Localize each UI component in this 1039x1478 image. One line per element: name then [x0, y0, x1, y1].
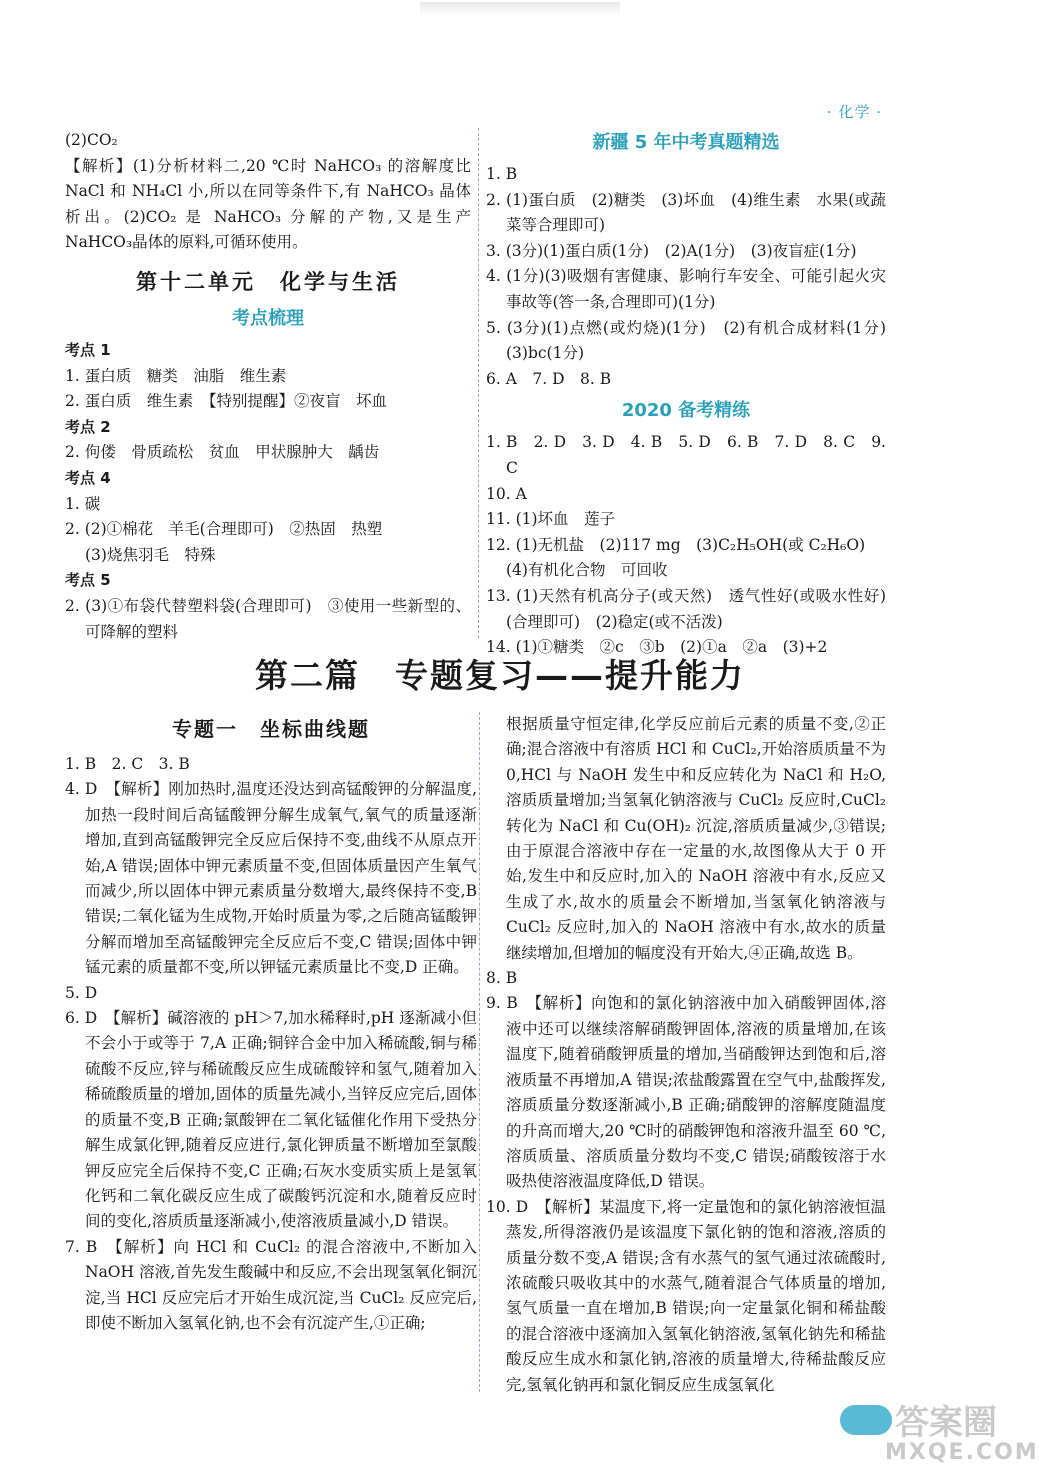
- kaodian-heading: 考点 1: [65, 340, 111, 359]
- answer-item: 10. D 【解析】某温度下,将一定量饱和的氯化钠溶液恒温蒸发,所得溶液仍是该温度下氯化钠的饱和溶液,溶质的质量分数不变,A 错误;含有水蒸气的氢气通过浓硫酸时,浓硫酸只吸收其中的水蒸气,随着混合气体质量的增加,氢气质量一直在增加,B 错误;向一定量氯化铜和稀盐酸的混合溶液中逐滴加入氢氧化钠溶液,氢氧化钠先和稀盐酸反应生成水和氯化钠,溶液的质量增大,待稀盐酸反应完,氢氧化钠再和氯化铜反应生成氢氧化: [486, 1197, 886, 1394]
- answer-item: 5. (3分)(1)点燃(或灼烧)(1分) (2)有机合成材料(1分) (3)bc(1分): [486, 318, 902, 363]
- section-title-kaodian: 考点梳理: [232, 307, 304, 329]
- answer-item: 2. (1)蛋白质 (2)糖类 (3)坏血 (4)维生素 水果(或蔬菜等合理即可): [486, 190, 886, 235]
- practice-answer-list: [486, 430, 886, 660]
- column-divider: [478, 128, 479, 638]
- analysis-paragraph: 【解析】(1)分析材料二,20 ℃时 NaHCO₃ 的溶解度比NaCl 和 NH₄Cl 小,所以在同等条件下,有 NaHCO₃ 晶体析出。(2)CO₂ 是 NaHCO₃ 分解的产物,又是生产NaHCO₃晶体的原料,可循环使用。: [65, 156, 471, 252]
- answer-item: 6. A 7. D 8. B: [486, 369, 612, 388]
- topic-answer-list-left: [65, 752, 477, 1336]
- answer-item: 1. B 2. C 3. B: [65, 755, 190, 773]
- answer-item: 2. (2)①棉花 羊毛(合理即可) ②热固 热塑: [65, 520, 383, 539]
- answer-item: (3)烧焦羽毛 特殊: [85, 545, 216, 564]
- answer-item: 6. D 【解析】碱溶液的 pH＞7,加水稀释时,pH 逐渐减小但不会小于或等于 7,A 正确;铜锌合金中加入稀硫酸,铜与稀硫酸不反应,锌与稀硫酸反应生成硫酸锌和氢气,随着加入稀硫酸质量的增加,固体的质量先减小,当锌反应完后,固体的质量不变,B 正确;氯酸钾在二氧化锰催化作用下受热分解生成氯化钾,随着反应进行,氯化钾质量不断增加至氯酸钾反应完全后保持不变,C 正确;石灰水变质实质上是氢氧化钙和二氧化碳反应生成了碳酸钙沉淀和水,随着反应时间的变化,溶质质量逐渐减小,使溶液质量减小,D 错误。: [65, 1009, 477, 1231]
- answer-item: 4. (1分)(3)吸烟有害健康、影响行车安全、可能引起火灾事故等(答一条,合理即可)(1分): [486, 267, 886, 311]
- answer-item: 5. D: [65, 983, 98, 1002]
- kaodian-heading: 考点 2: [65, 417, 111, 436]
- answer-item: 2. 佝偻 骨质疏松 贫血 甲状腺肿大 龋齿: [65, 443, 380, 462]
- section-title-2020: 2020 备考精练: [621, 400, 751, 422]
- watermark-logo: [895, 1395, 997, 1444]
- left-bottom-column: [65, 712, 477, 1336]
- watermark-text: 答案圈: [895, 1403, 997, 1443]
- topic-title: 专题一 坐标曲线题: [172, 717, 370, 741]
- answer-item: 12. (1)无机盐 (2)117 mg (3)C₂H₅OH(或 C₂H₆O): [486, 535, 866, 554]
- answer-item: 1. B 2. D 3. D 4. B 5. D 6. B 7. D 8. C 9. C: [486, 433, 886, 477]
- part-title: 第二篇 专题复习——提升能力: [255, 656, 745, 695]
- answer-item: 14. (1)①糖类 ②c ③b (2)①a ②a (3)+2: [486, 638, 828, 657]
- right-bottom-column: [486, 712, 886, 1398]
- xinjiang-answer-list: [486, 162, 902, 392]
- page-number-badge: [840, 1405, 892, 1435]
- kaodian-list: [65, 338, 471, 645]
- answer-item: 4. D 【解析】刚加热时,温度还没达到高锰酸钾的分解温度,加热一段时间后高锰酸钾分解生成氧气,氧气的质量逐渐增加,直到高锰酸钾完全反应后保持不变,曲线不从原点开始,A 错误;固体中钾元素质量不变,但固体质量因产生氧气而减少,所以固体中钾元素质量分数增大,最终保持不变,B 错误;二氧化锰为生成物,开始时质量为零,之后随高锰酸钾分解而增加至高锰酸钾完全反应后不变,C 错误;固体中钾锰元素的质量都不变,所以钾锰元素质量比不变,D 正确。: [65, 780, 477, 977]
- answer-item: 2. 蛋白质 维生素 【特别提醒】②夜盲 坏血: [65, 392, 387, 411]
- answer-item: 10. A: [486, 484, 527, 503]
- top-scan-smudge: [420, 2, 620, 16]
- answer-item: (4)有机化合物 可回收: [506, 561, 668, 580]
- answer-item: 2. (3)①布袋代替塑料袋(合理即可) ③使用一些新型的、可降解的塑料: [65, 596, 471, 641]
- answer-item: 1. 蛋白质 糖类 油脂 维生素: [65, 366, 287, 385]
- answer-item: 3. (3分)(1)蛋白质(1分) (2)A(1分) (3)夜盲症(1分): [486, 241, 857, 260]
- subject-header: · 化学 ·: [826, 103, 882, 121]
- topic-answer-list-right: [486, 712, 886, 1398]
- answer-item: 11. (1)坏血 莲子: [486, 510, 616, 529]
- kaodian-heading: 考点 4: [65, 468, 111, 487]
- answer-item: 1. B: [486, 165, 518, 183]
- unit-title: 第十二单元 化学与生活: [136, 268, 400, 294]
- column-divider-bottom: [479, 712, 480, 1392]
- section-title-xinjiang: 新疆 5 年中考真题精选: [592, 132, 780, 153]
- answer-item: 7. B 【解析】向 HCl 和 CuCl₂ 的混合溶液中,不断加入 NaOH 溶液,首先发生酸碱中和反应,不会出现氢氧化铜沉淀,当 HCl 反应完后才开始生成沉淀,当 CuCl₂ 反应完后,即使不断加入氢氧化钠,也不会有沉淀产生,①正确;: [65, 1237, 477, 1332]
- answer-item: 1. 碳: [65, 494, 101, 513]
- answer-line: (2)CO₂: [65, 131, 118, 149]
- kaodian-heading: 考点 5: [65, 571, 111, 590]
- answer-item: 9. B 【解析】向饱和的氯化钠溶液中加入硝酸钾固体,溶液中还可以继续溶解硝酸钾固体,溶液的质量增加,在该温度下,随着硝酸钾质量的增加,当硝酸钾达到饱和后,溶液质量不再增加,A 错误;浓盐酸露置在空气中,盐酸挥发,溶质质量分数逐渐减小,B 正确;硝酸钾的溶解度随温度的升高而增大,20 ℃时的硝酸钾饱和溶液升温至 60 ℃,溶质质量、溶质质量分数均不变,C 错误;硝酸铵溶于水吸热使溶液温度降低,D 错误。: [486, 994, 886, 1191]
- answer-continuation: 根据质量守恒定律,化学反应前后元素的质量不变,②正确;混合溶液中有溶质 HCl 和 CuCl₂,开始溶质质量不为 0,HCl 与 NaOH 发生中和反应转化为 NaCl 和 H₂O,溶质质量增加;当氢氧化钠溶液与 CuCl₂ 反应时,CuCl₂ 转化为 NaCl 和 Cu(OH)₂ 沉淀,溶质质量减少,③错误;由于原混合溶液中存在一定量的水,故图像从大于 0 开始,发生中和反应时,加入的 NaOH 溶液中有水,反应又生成了水,故水的质量会不断增加,当氢氧化钠溶液与 CuCl₂ 反应时,加入的 NaOH 溶液中有水,故水的质量继续增加,但增加的幅度没有开始大,④正确,故选 B。: [506, 715, 886, 962]
- watermark-url: MXQE.COM: [885, 1440, 1039, 1465]
- right-top-column: [486, 128, 902, 661]
- left-top-column: [65, 128, 471, 645]
- answer-item: 8. B: [486, 969, 518, 988]
- answer-item: 13. (1)天然有机高分子(或天然) 透气性好(或吸水性好)(合理即可) (2)稳定(或不活泼): [486, 586, 886, 631]
